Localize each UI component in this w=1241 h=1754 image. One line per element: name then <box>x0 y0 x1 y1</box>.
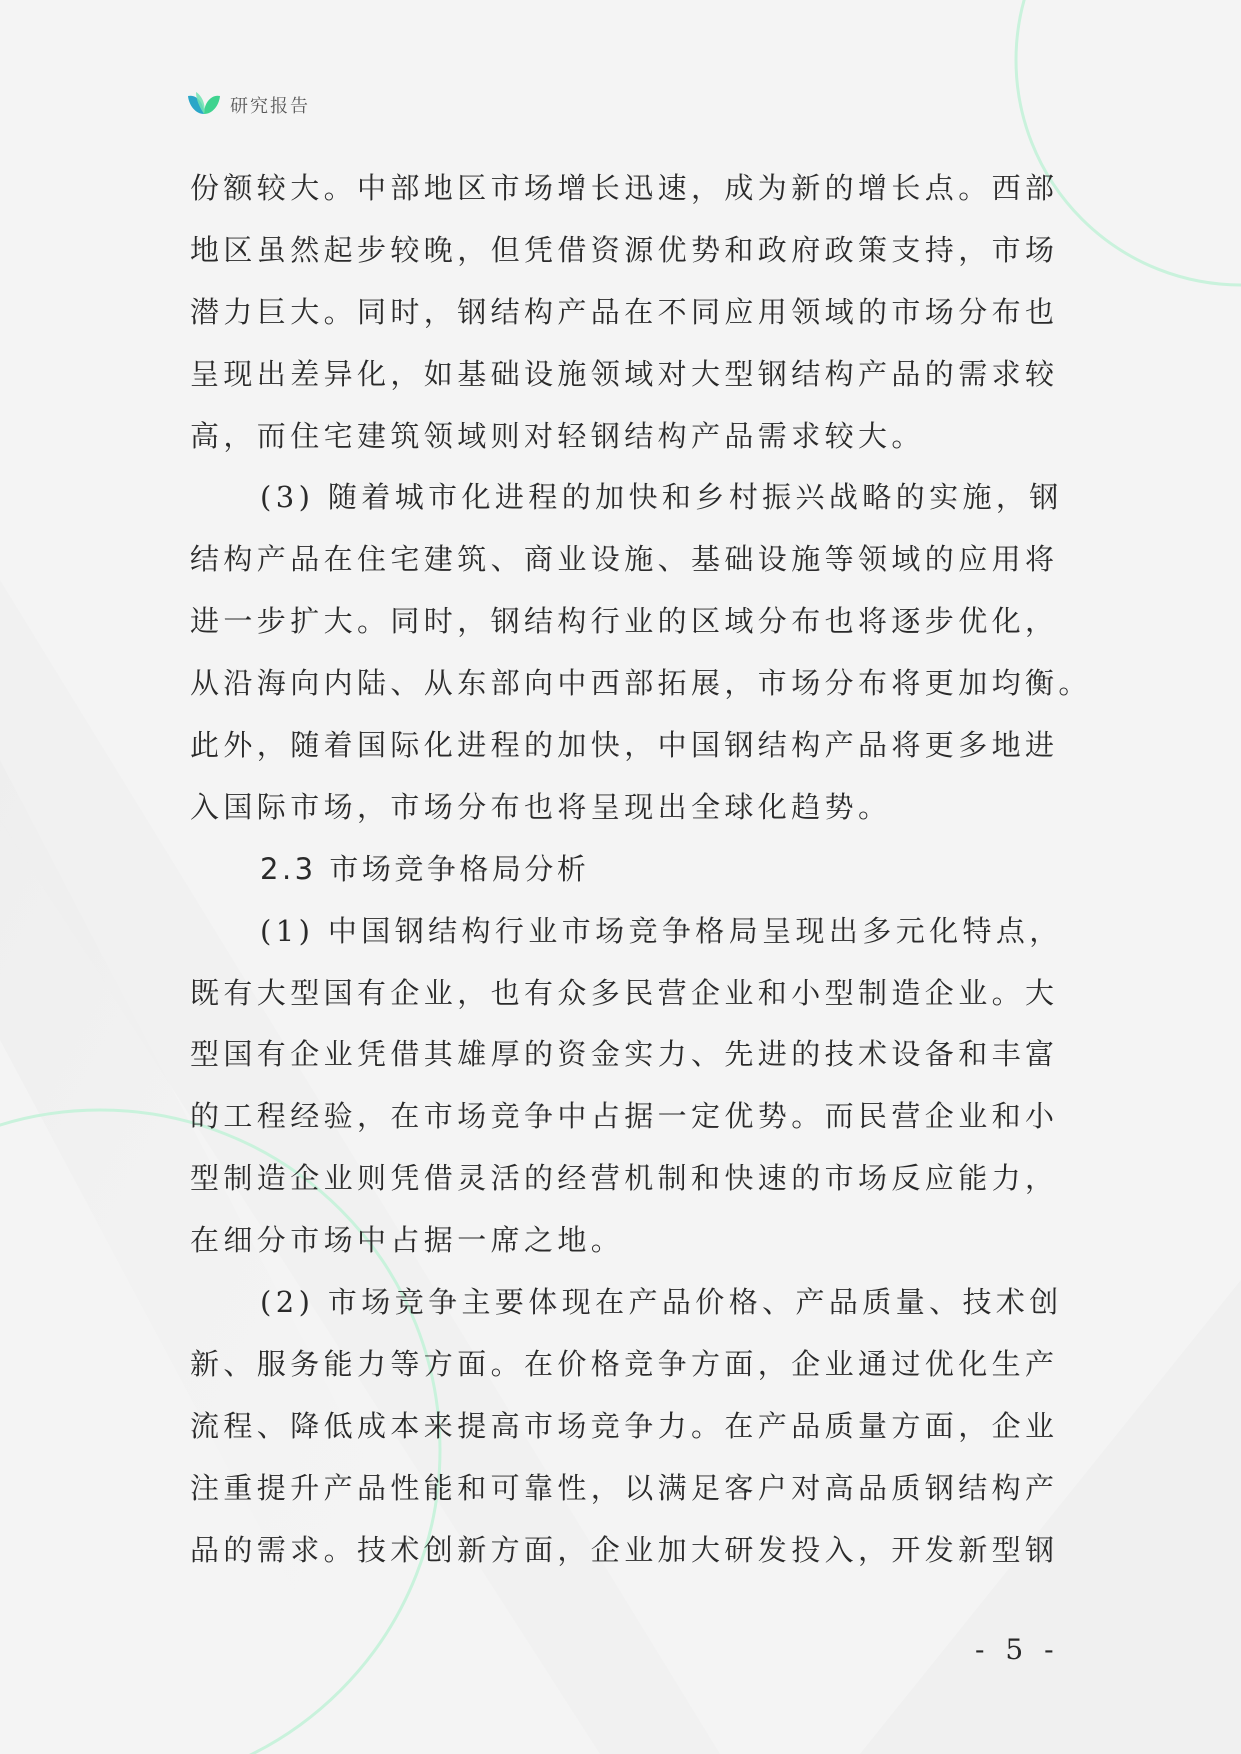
text-line: 在细分市场中占据一席之地。 <box>190 1223 625 1258</box>
text-line: 的工程经验，在市场竞争中占据一定优势。而民营企业和小 <box>190 1099 1059 1134</box>
text-line: 地区虽然起步较晚，但凭借资源优势和政府政策支持，市场 <box>190 232 1059 267</box>
text-line: 品的需求。技术创新方面，企业加大研发投入，开发新型钢 <box>190 1532 1059 1567</box>
brand-leaf-logo-icon <box>186 90 222 120</box>
text-line: 高，而住宅建筑领域则对轻钢结构产品需求较大。 <box>190 418 925 453</box>
text-line: 结构产品在住宅建筑、商业设施、基础设施等领域的应用将 <box>190 542 1059 577</box>
paragraph-3 <box>190 901 1063 1272</box>
text-line: 型制造企业则凭借灵活的经营机制和快速的市场反应能力， <box>190 1161 1059 1196</box>
text-line: 呈现出差异化，如基础设施领域对大型钢结构产品的需求较 <box>190 356 1059 391</box>
paragraph-1 <box>190 158 1060 467</box>
text-line: 从沿海向内陆、从东部向中西部拓展，市场分布将更加均衡。 <box>190 666 1092 701</box>
page-number: - 5 - <box>975 1633 1060 1666</box>
text-line: (3) 随着城市化进程的加快和乡村振兴战略的实施，钢 <box>260 480 1063 515</box>
text-line: (2) 市场竞争主要体现在产品价格、产品质量、技术创 <box>260 1285 1063 1320</box>
paragraph-2 <box>190 467 1092 838</box>
document-body <box>190 158 1092 1581</box>
section-heading: 2.3 市场竞争格局分析 <box>260 851 590 886</box>
paragraph-4 <box>190 1272 1063 1581</box>
text-line: 份额较大。中部地区市场增长迅速，成为新的增长点。西部 <box>190 171 1059 205</box>
text-line: 注重提升产品性能和可靠性，以满足客户对高品质钢结构产 <box>190 1470 1059 1505</box>
text-line: 进一步扩大。同时，钢结构行业的区域分布也将逐步优化， <box>190 604 1059 639</box>
text-line: 潜力巨大。同时，钢结构产品在不同应用领域的市场分布也 <box>190 294 1059 329</box>
text-line: 既有大型国有企业，也有众多民营企业和小型制造企业。大 <box>190 975 1059 1010</box>
header-label: 研究报告 <box>230 96 310 117</box>
text-line: 入国际市场，市场分布也将呈现出全球化趋势。 <box>190 789 892 824</box>
text-line: 此外，随着国际化进程的加快，中国钢结构产品将更多地进 <box>190 728 1059 763</box>
text-line: (1) 中国钢结构行业市场竞争格局呈现出多元化特点， <box>260 913 1063 948</box>
text-line: 新、服务能力等方面。在价格竞争方面，企业通过优化生产 <box>190 1346 1059 1381</box>
text-line: 型国有企业凭借其雄厚的资金实力、先进的技术设备和丰富 <box>190 1037 1059 1072</box>
text-line: 流程、降低成本来提高市场竞争力。在产品质量方面，企业 <box>190 1408 1059 1443</box>
page-header <box>186 88 310 122</box>
